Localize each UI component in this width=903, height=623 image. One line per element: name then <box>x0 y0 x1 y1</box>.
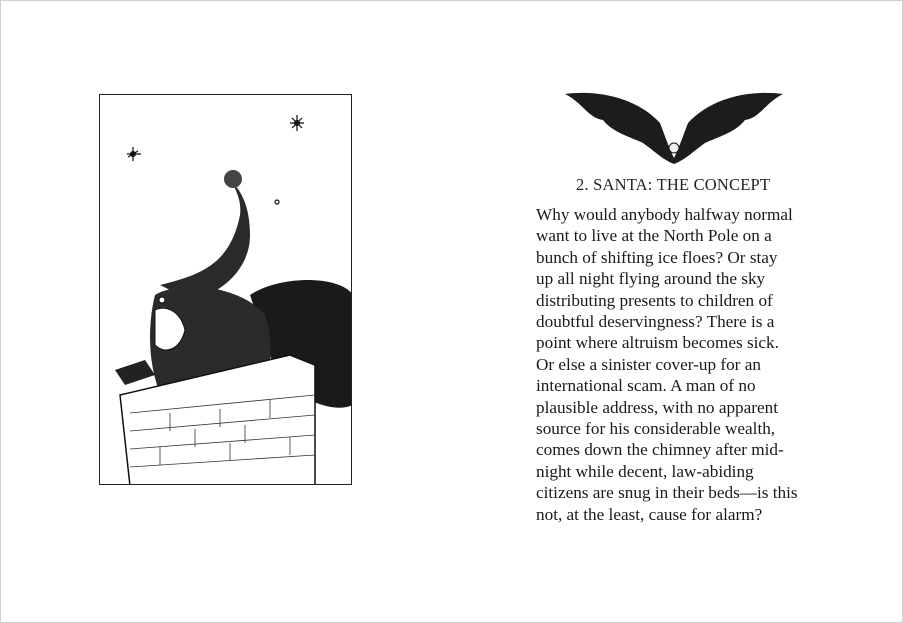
body-line: plausible address, with no apparent <box>536 397 778 417</box>
body-line: up all night flying around the sky <box>536 269 766 289</box>
body-line: source for his considerable wealth, <box>536 419 776 439</box>
body-line: point where altruism becomes sick. <box>536 333 779 353</box>
body-line: Or else a sinister cover-up for an <box>536 354 761 374</box>
body-line: citizens are snug in their beds—is this <box>536 483 798 503</box>
chapter-title: 2. SANTA: THE CONCEPT <box>576 175 771 194</box>
bat-illustration <box>565 88 783 168</box>
body-line: bunch of shifting ice floes? Or stay <box>536 247 778 267</box>
body-line: doubtful deservingness? There is a <box>536 312 775 332</box>
body-line: want to live at the North Pole on a <box>536 226 772 246</box>
body-line: international scam. A man of no <box>536 376 756 396</box>
santa-chimney-illustration <box>99 94 352 485</box>
body-line: not, at the least, cause for alarm? <box>536 504 763 524</box>
body-line: night while decent, law-abiding <box>536 461 754 481</box>
body-text <box>536 204 826 525</box>
body-line: Why would anybody halfway normal <box>536 205 793 224</box>
body-line: distributing presents to children of <box>536 290 773 310</box>
body-line: comes down the chimney after mid- <box>536 440 784 460</box>
